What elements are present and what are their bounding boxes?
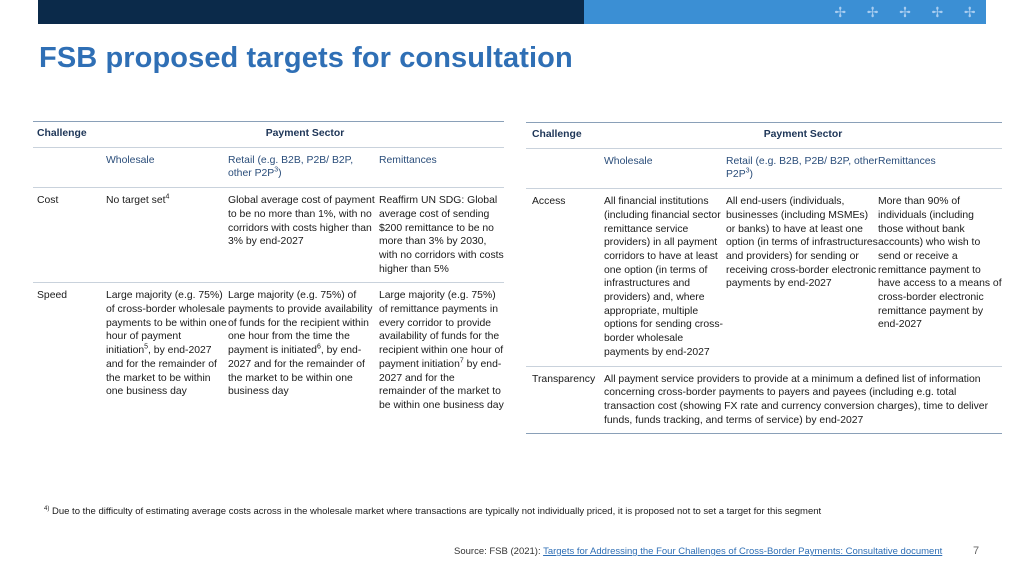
column-header-remittances: Remittances bbox=[878, 148, 1002, 188]
table-cell: More than 90% of individuals (including those without bank accounts) who wish to send or receive a remittance payment to have access to a means of cross-border electronic remittance payment by end-2027 bbox=[878, 189, 1002, 366]
top-banner-pattern bbox=[824, 0, 986, 24]
plus-ornament-icon: ✢ bbox=[866, 3, 879, 20]
targets-table-access-transparency bbox=[526, 122, 1002, 434]
table-cell: All financial institutions (including financial sector remittance service providers) in all payment corridors to have at least one option (in terms of infrastructures and providers) and, where appropriate, multiple options for sending cross-border wholesale payments by end-2027 bbox=[604, 189, 726, 366]
column-header-retail: Retail (e.g. B2B, P2B/ B2P, other $P2P^3$) bbox=[228, 147, 379, 187]
plus-ornament-icon: ✢ bbox=[899, 3, 911, 20]
table-row-access bbox=[526, 189, 1002, 366]
footnote-marker: 4) bbox=[44, 505, 50, 512]
table-row-speed bbox=[33, 283, 504, 419]
column-header-retail: Retail (e.g. B2B, P2B/ B2P, other $P2P^3$) bbox=[726, 148, 878, 188]
source-prefix: Source: FSB (2021): bbox=[454, 546, 544, 557]
footnote bbox=[44, 506, 821, 517]
plus-ornament-icon: ✢ bbox=[931, 3, 944, 20]
slide-title: FSB proposed targets for consultation bbox=[39, 42, 573, 74]
table-cell: Large majority (e.g. 75%) of payments to provide availability of funds for the recipient within one hour from the time the payment is initiated$^6$, by end-2027 and for the remainder of the market to be within one business day bbox=[228, 290, 373, 398]
challenge-header: Challenge bbox=[526, 123, 604, 149]
row-label: Transparency bbox=[526, 366, 604, 434]
column-subheader-row bbox=[526, 148, 1002, 188]
page-number: 7 bbox=[973, 545, 980, 557]
table-header-row bbox=[526, 123, 1002, 149]
table-cell: Large majority (e.g. 75%) of cross-border wholesale payments to be within one hour of payment initiation$^5$, by end-2027 and for the remainder of the market to be within one business day bbox=[106, 290, 227, 398]
table-header-row bbox=[33, 122, 504, 148]
source-citation bbox=[454, 546, 942, 557]
row-label: Speed bbox=[37, 290, 68, 302]
payment-sector-header: Payment Sector bbox=[604, 123, 1002, 149]
top-banner-dark bbox=[38, 0, 584, 24]
table-row-transparency bbox=[526, 366, 1002, 434]
row-label: Cost bbox=[33, 188, 106, 283]
table-row-cost bbox=[33, 188, 504, 283]
table-cell: All end-users (individuals, businesses (including MSMEs) or banks) to have at least one option (in terms of infrastructures and providers) for sending or receiving cross-border electronic payments by end-2027 bbox=[726, 189, 878, 366]
column-header-remittances: Remittances bbox=[379, 147, 504, 187]
table-cell: Reaffirm UN SDG: Global average cost of sending $200 remittance to be no more than 3% by 2030, with no corridors with costs higher than 5% bbox=[379, 188, 504, 283]
payment-sector-header: Payment Sector bbox=[106, 122, 504, 148]
challenge-header: Challenge bbox=[33, 122, 106, 148]
footnote-text: Due to the difficulty of estimating average costs across in the wholesale market where transactions are typically not individually priced, it is proposed not to set a target for this segment bbox=[51, 506, 822, 517]
plus-ornament-icon: ✢ bbox=[963, 3, 976, 20]
row-label: Access bbox=[526, 189, 604, 366]
column-header-wholesale: Wholesale bbox=[604, 148, 726, 188]
table-cell: No target set$^4$ bbox=[106, 188, 228, 283]
column-subheader-row bbox=[33, 147, 504, 187]
table-cell: Global average cost of payment to be no more than 1%, with no corridors with costs higher than 3% by end-2027 bbox=[228, 188, 379, 283]
source-link[interactable]: Targets for Addressing the Four Challenges of Cross-Border Payments: Consultative document bbox=[543, 546, 943, 557]
column-header-wholesale: Wholesale bbox=[106, 147, 228, 187]
table-cell: Large majority (e.g. 75%) of remittance payments in every corridor to provide availability of funds for the recipient within one hour of payment initiation$^7$ by end-2027 and for the remainder of the market to be within one business day bbox=[379, 290, 504, 411]
table-cell-merged: All payment service providers to provide at a minimum a defined list of information concerning cross-border payments to payers and payees (including e.g. total transaction cost (showing FX rate and currency conversion charges), time to deliver funds, funds tracking, and terms of service) by end-2027 bbox=[604, 366, 1002, 434]
plus-ornament-icon: ✢ bbox=[834, 3, 847, 20]
targets-table-cost-speed bbox=[33, 121, 504, 419]
